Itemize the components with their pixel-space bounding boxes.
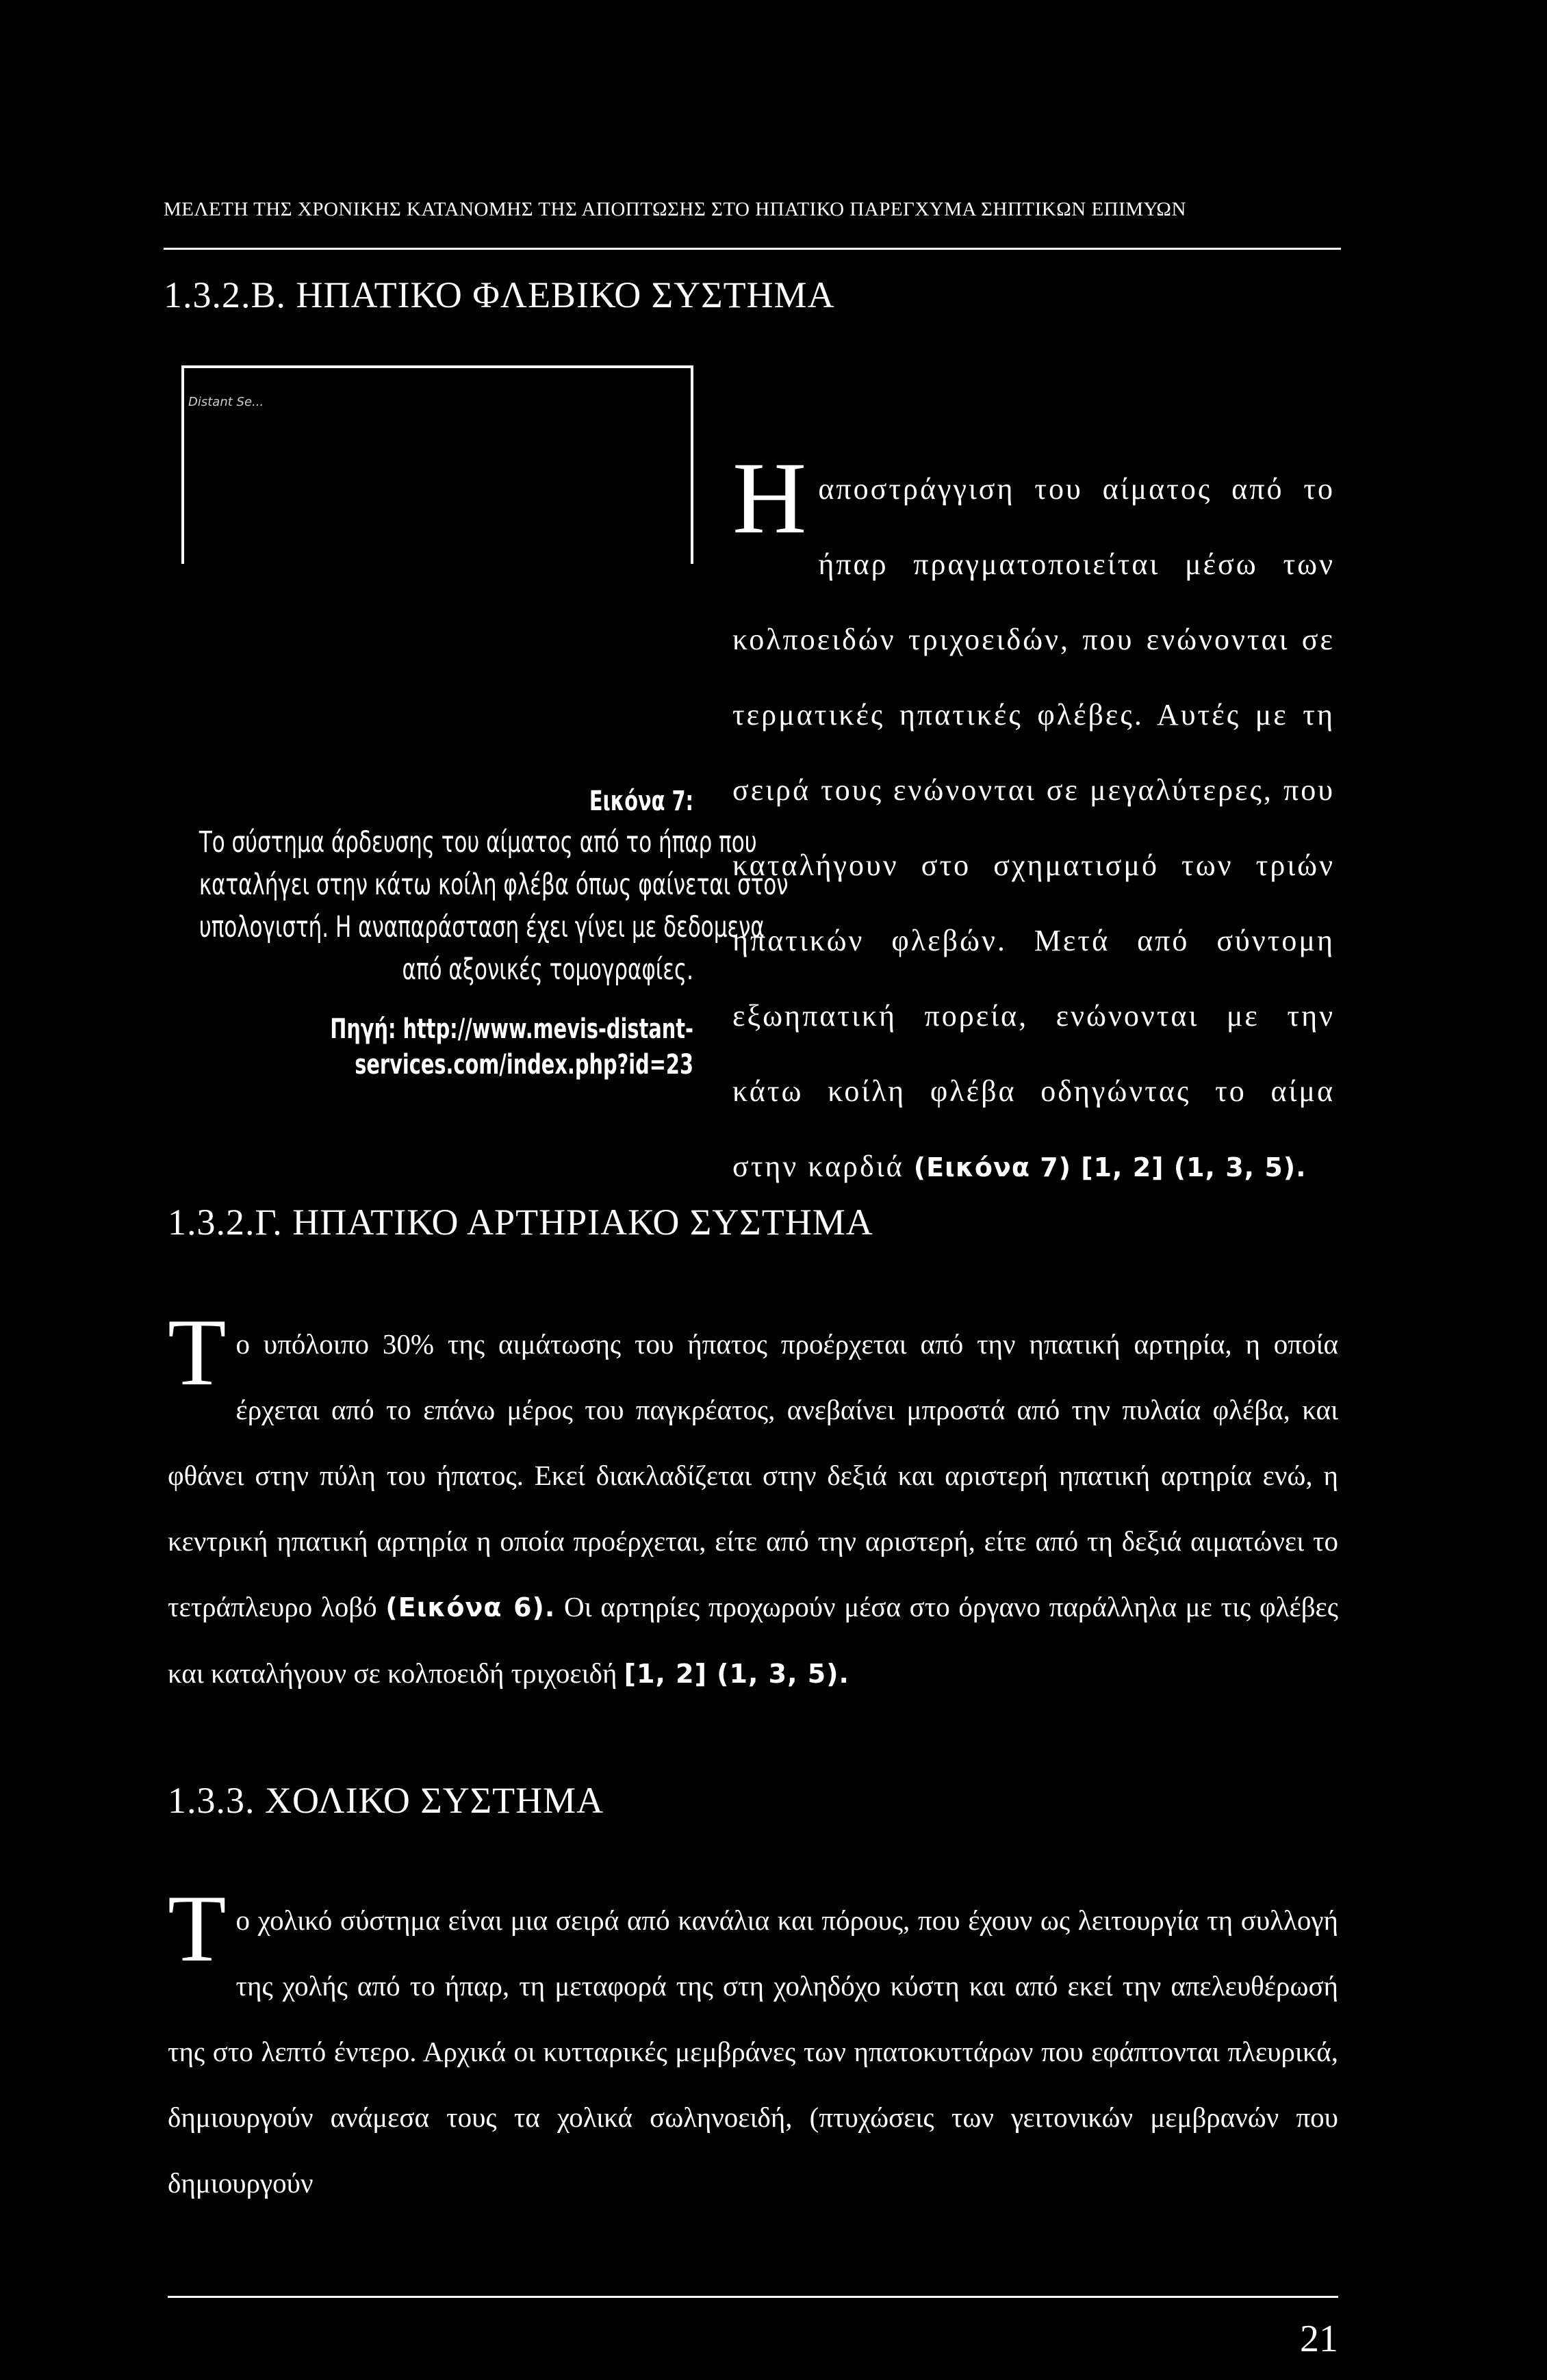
drop-cap: Τ [168, 1876, 227, 1982]
caption-line: υπολογιστή. Η αναπαράσταση έχει γίνει με δεδομενα [199, 910, 765, 944]
citation: (Εικόνα 6). [385, 1592, 556, 1622]
drop-cap: Η [732, 441, 809, 555]
biliary-paragraph [168, 1876, 1338, 2216]
page-number: 21 [1300, 2318, 1338, 2360]
figure-7-source [244, 1011, 693, 1083]
caption-line: από αξονικές τομογραφίες. [402, 953, 693, 987]
paragraph-text-continued: Οι αρτηρίες προχωρούν μέσα στο όργανο παράλληλα με τις φλέβες και καταλήγουν σε κολποειδή τριχοειδή [168, 1591, 1339, 1689]
drop-cap: Τ [168, 1299, 227, 1406]
caption-line: καταλήγει στην κάτω κοίλη φλέβα όπως φαίνεται στον [199, 868, 789, 902]
paragraph-text: ο χολικό σύστημα είναι μια σειρά από κανάλια και πόρους, που έχουν ως λειτουργία τη συλλογή της χολής από το ήπαρ, τη μεταφορά της στη χοληδόχο κύστη και από εκεί την απελευθέρωσή της στο λεπτό έντερο. Αρχικά οι κυτταρικές μεμβράνες των ηπατοκυττάρων που εφάπτονται πλευρικά, δημιουργούν ανάμεσα τους τα χολικά σωληνοειδή, (πτυχώσεις των γειτονικών μεμβρανών που δημιουργούν [168, 1904, 1338, 2199]
figure-7-label: Εικόνα 7: [589, 786, 693, 817]
section-heading-biliary: 1.3.3. ΧΟΛΙΚΟ ΣΥΣΤΗΜΑ [168, 1780, 604, 1821]
source-link-continued[interactable]: services.com/index.php?id=23 [355, 1049, 693, 1081]
figure-image-placeholder: Distant Se... [188, 395, 264, 409]
citation: (Εικόνα 7) [1, 2] (1, 3, 5). [913, 1152, 1307, 1182]
citation: [1, 2] (1, 3, 5). [624, 1659, 849, 1689]
arterial-paragraph [168, 1299, 1339, 1707]
paragraph-text: ο υπόλοιπο 30% της αιμάτωσης του ήπατος προέρχεται από την ηπατική αρτηρία, η οποία έρχεται από το επάνω μέρος του παγκρέατος, ανεβαίνει μπροστά από την πυλαία φλέβα, και φθάνει στην πύλη του ήπατος. Εκεί διακλαδίζεται στην δεξιά και αριστερή ηπατική αρτηρία ενώ, η κεντρική ηπατική αρτηρία η οποία προέρχεται, είτε από την αριστερή, είτε από τη δεξιά αιματώνει το τετράπλευρο λοβό [168, 1328, 1338, 1622]
caption-line: Το σύστημα άρδευσης του αίματος από το ήπαρ που [199, 825, 757, 859]
source-link[interactable]: Πηγή: http://www.mevis-distant- [330, 1013, 694, 1045]
venous-paragraph [732, 441, 1335, 1205]
paragraph-text: αποστράγγιση του αίματος από το ήπαρ πραγματοποιείται μέσω των κολποειδών τριχοειδών, που ενώνονται σε τερματικές ηπατικές φλέβες. Αυτές με τη σειρά τους ενώνονται σε μεγαλύτερες, που καταλήγουν στο σχηματισμό των τριών ηπατικών φλεβών. Μετά από σύντομη εξωηπατική πορεία, ενώνονται με την κάτω κοίλη φλέβα οδηγώντας το αίμα στην καρδιά [732, 472, 1335, 1183]
running-header: ΜΕΛΕΤΗ ΤΗΣ ΧΡΟΝΙΚΗΣ ΚΑΤΑΝΟΜΗΣ ΤΗΣ ΑΠΟΠΤΩΣΗΣ ΣΤΟ ΗΠΑΤΙΚΟ ΠΑΡΕΓΧΥΜΑ ΣΗΠΤΙΚΩΝ ΕΠΙΜΥΩΝ [164, 198, 1186, 220]
footer-rule [168, 2296, 1338, 2298]
figure-7-caption [199, 821, 789, 991]
section-heading-arterial: 1.3.2.Γ. ΗΠΑΤΙΚΟ ΑΡΤΗΡΙΑΚΟ ΣΥΣΤΗΜΑ [168, 1202, 873, 1243]
section-heading-venous: 1.3.2.Β. ΗΠΑΤΙΚΟ ΦΛΕΒΙΚΟ ΣΥΣΤΗΜΑ [164, 274, 835, 315]
header-rule [164, 248, 1341, 250]
